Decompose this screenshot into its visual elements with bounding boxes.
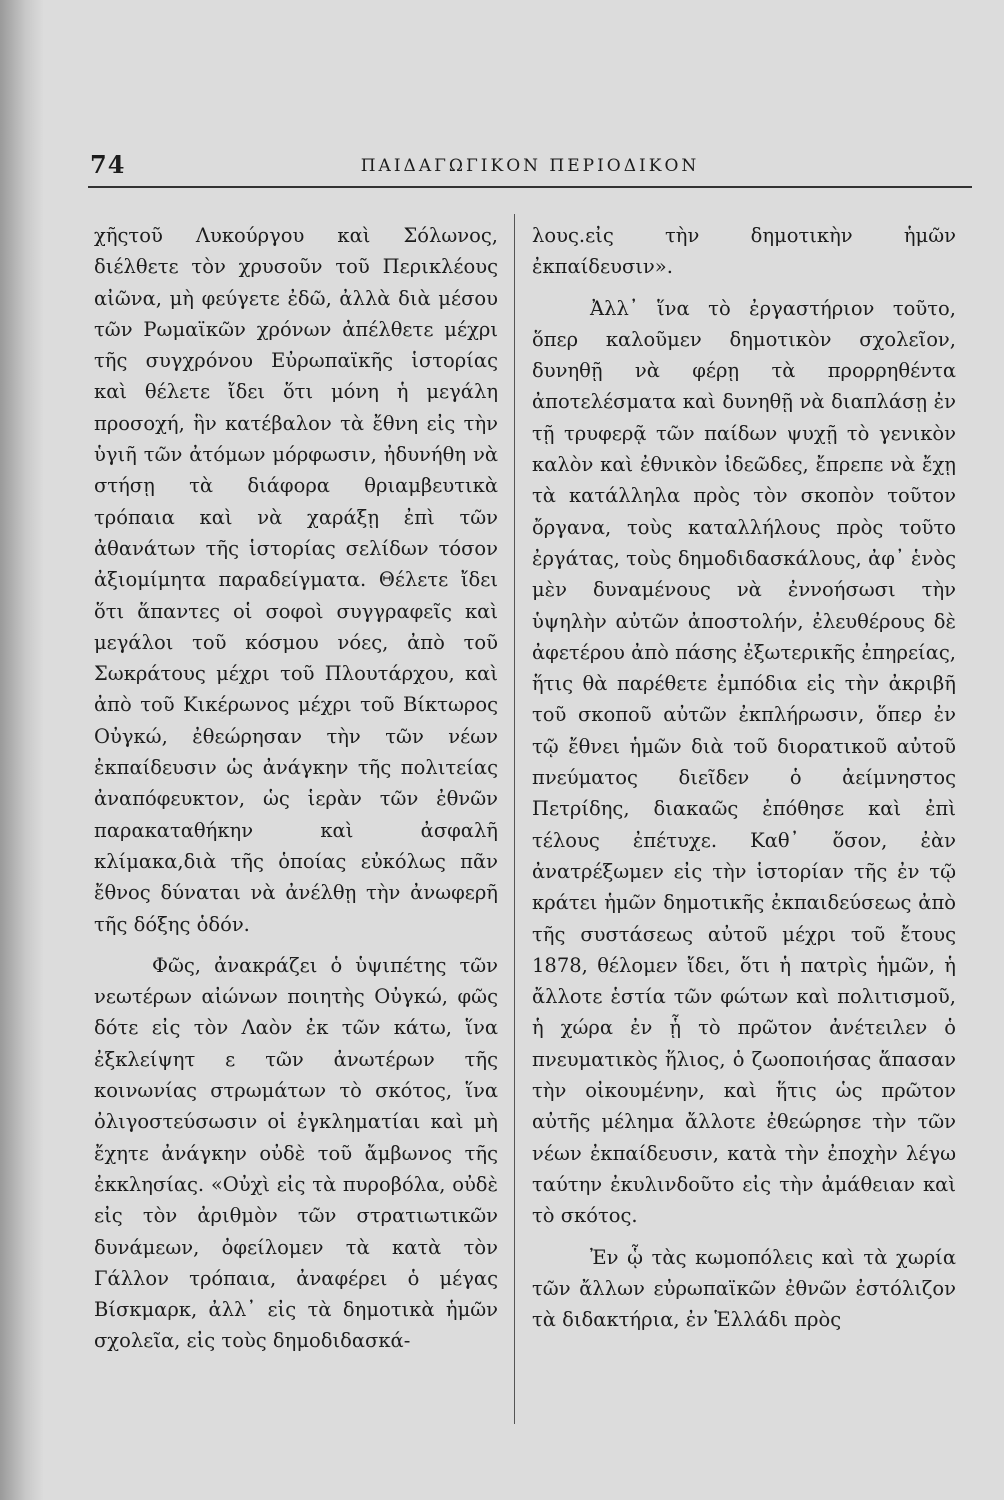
paragraph: Ἐν ᾧ τὰς κωμοπόλεις καὶ τὰ χωρία τῶν ἄλλων εὐρωπαϊκῶν ἐθνῶν ἐστόλιζον τὰ διδακτήρια, ἐν Ἑλλάδι πρὸς	[532, 1245, 956, 1332]
binding-shadow	[0, 0, 44, 1500]
page-number: 74	[90, 150, 126, 179]
paragraph: χῆςτοῦ Λυκούργου καὶ Σόλωνος, διέλθετε τὸν χρυσοῦν τοῦ Περικλέους αἰῶνα, μὴ φεύγετε ἐδῶ, ἀλλὰ διὰ μέσου τῶν Ρωμαϊκῶν χρόνων ἀπέλθετε μέχρι τῆς συγχρόνου Εὐρωπαϊκῆς ἱστορίας καὶ θέλετε ἴδει ὅτι μόνη ἡ μεγάλη προσοχή, ἣν κατέβαλον τὰ ἔθνη εἰς τὴν ὑγιῆ τῶν ἀτόμων μόρφωσιν, ἠδυνήθη νὰ στήσῃ τὰ διάφορα θριαμβευτικὰ τρόπαια καὶ νὰ χαράξῃ ἐπὶ τῶν ἀθανάτων τῆς ἱστορίας σελίδων τόσον ἀξιομίμητα παραδείγματα. Θέλετε ἴδει ὅτι ἅπαντες οἱ σοφοὶ συγγραφεῖς καὶ μεγάλοι τοῦ κόσμου νόες, ἀπὸ τοῦ Σωκράτους μέχρι τοῦ Πλουτάρχου, καὶ ἀπὸ τοῦ Κικέρωνος μέχρι τοῦ Βίκτωρος Οὐγκώ, ἐθεώρησαν τὴν τῶν νέων ἐκπαίδευσιν ὡς ἀνάγκην τῆς πολιτείας ἀναπόφευκτον, ὡς ἱερὰν τῶν ἐθνῶν παρακαταθήκην καὶ ἀσφαλῆ κλίμακα,διὰ τῆς ὁποίας εὐκόλως πᾶν ἔθνος δύναται νὰ ἀνέλθῃ τὴν ἀνωφερῆ τῆς δόξης ὁδόν.	[94, 224, 498, 936]
column-divider	[514, 214, 515, 1424]
paragraph: Φῶς, ἀνακράζει ὁ ὑψιπέτης τῶν νεωτέρων αἰώνων ποιητὴς Οὐγκώ, φῶς δότε εἰς τὸν Λαὸν ἐκ τῶν κάτω, ἵνα ἐξκλείψητ ε τῶν ἀνωτέρων τῆς κοινωνίας στρωμάτων τὸ σκότος, ἵνα ὀλιγοστεύσωσιν οἱ ἐγκληματίαι καὶ μὴ ἔχητε ἀνάγκην οὐδὲ τοῦ ἄμβωνος τῆς ἐκκλησίας. «Οὐχὶ εἰς τὰ πυροβόλα, οὐδὲ εἰς τὸν ἀριθμὸν τῶν στρατιωτικῶν δυνάμεων, ὀφείλομεν τὰ κατὰ τὸν Γάλλον τρόπαια, ἀναφέρει ὁ μέγας Βίσκμαρκ, ἀλλ᾽ εἰς τὰ δημοτικὰ ἡμῶν σχολεῖα, εἰς τοὺς δημοδιδασκά-	[94, 953, 498, 1353]
running-title: ΠΑΙΔΑΓΩΓΙΚΟΝ ΠΕΡΙΟΔΙΚΟΝ	[360, 156, 700, 176]
page-header	[90, 150, 970, 186]
left-column	[94, 220, 498, 1357]
paragraph: Ἀλλ᾽ ἵνα τὸ ἐργαστήριον τοῦτο, ὅπερ καλοῦμεν δημοτικὸν σχολεῖον, δυνηθῇ νὰ φέρῃ τὰ προρρηθέντα ἀποτελέσματα καὶ δυνηθῇ νὰ διαπλάσῃ ἐν τῇ τρυφερᾷ τῶν παίδων ψυχῇ τὸ γενικὸν καλὸν καὶ ἐθνικὸν ἰδεῶδες, ἔπρεπε νὰ ἔχῃ τὰ κατάλληλα πρὸς τὸν σκοπὸν τοῦτον ὄργανα, τοὺς καταλλήλους πρὸς τοῦτο ἐργάτας, τοὺς δημοδιδασκάλους, ἀφ᾽ ἑνὸς μὲν δυναμένους νὰ ἐννοήσωσι τὴν ὑψηλὴν αὐτῶν ἀποστολήν, ἐλευθέρους δὲ ἀφετέρου ἀπὸ πάσης ἐξωτερικῆς ἐπηρείας, ἥτις θὰ παρέθετε ἐμπόδια εἰς τὴν ἀκριβῆ τοῦ σκοποῦ αὐτῶν ἐκπλήρωσιν, ὅπερ ἐν τῷ ἔθνει ἡμῶν διὰ τοῦ διορατικοῦ αὐτοῦ πνεύματος διεῖδεν ὁ ἀείμνηστος Πετρίδης, διακαῶς ἐπόθησε καὶ ἐπὶ τέλους ἐπέτυχε. Καθ᾽ ὅσον, ἐὰν ἀνατρέξωμεν εἰς τὴν ἱστορίαν τῆς ἐν τῷ κράτει ἡμῶν δημοτικῆς ἐκπαιδεύσεως ἀπὸ τῆς συστάσεως αὐτοῦ μέχρι τοῦ ἔτους 1878, θέλομεν ἴδει, ὅτι ἡ πατρὶς ἡμῶν, ἡ ἄλλοτε ἑστία τῶν φώτων καὶ πολιτισμοῦ, ἡ χώρα ἐν ᾗ τὸ πρῶτον ἀνέτειλεν ὁ πνευματικὸς ἥλιος, ὁ ζωοποιήσας ἅπασαν τὴν οἰκουμένην, καὶ ἥτις ὡς πρῶτον αὐτῆς μέλημα ἄλλοτε ἐθεώρησε τὴν τῶν νέων ἐκπαίδευσιν, κατὰ τὴν ἐποχὴν λέγω ταύτην ἐκυλινδοῦτο εἰς τὴν ἀμάθειαν καὶ τὸ σκότος.	[532, 296, 956, 1228]
paragraph: λους.εἰς τὴν δημοτικὴν ἡμῶν ἐκπαίδευσιν».	[532, 224, 956, 279]
right-column	[532, 220, 956, 1335]
header-rule	[88, 186, 972, 188]
